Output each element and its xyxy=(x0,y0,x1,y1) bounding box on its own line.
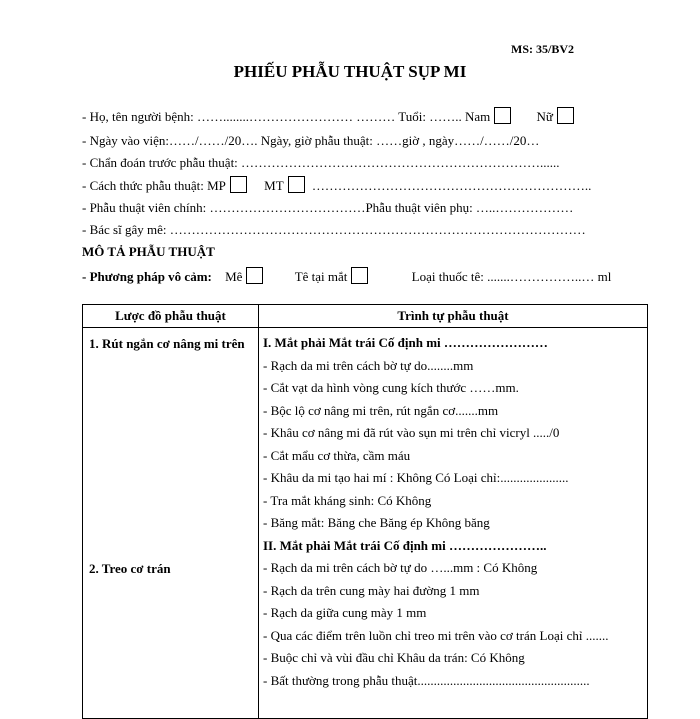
sequence-column xyxy=(259,328,648,719)
step-row: I. Mắt phải Mắt trái Cố định mi …………………… xyxy=(263,335,548,350)
procedure-table xyxy=(82,304,648,719)
anesthesia-label: - Phương pháp vô cảm: xyxy=(82,269,212,284)
section1-title: 1. Rút ngắn cơ nâng mi trên xyxy=(89,336,245,351)
step-row: - Rạch da trên cung mày hai đường 1 mm xyxy=(263,582,480,598)
step-row: - Tra mắt kháng sinh: Có Không xyxy=(263,492,432,508)
local-anesthesia-checkbox[interactable] xyxy=(351,267,368,284)
step-row: - Qua các điểm trên luồn chỉ treo mi trên vào cơ trán Loại chỉ ....... xyxy=(263,627,609,643)
anesthesia-row xyxy=(82,267,611,285)
general-anesthesia-checkbox[interactable] xyxy=(246,267,263,284)
col-header-diagram: Lược đồ phẫu thuật xyxy=(83,305,259,328)
step-row: - Băng mắt: Băng che Băng ép Không băng xyxy=(263,515,490,530)
step-row: - Khâu da mi tạo hai mí : Không Có Loại chỉ:..................... xyxy=(263,470,569,485)
patient-label: - Họ, tên người bệnh: ……........…………………… ……… Tuổi: …….. Nam xyxy=(82,109,491,124)
step-row: - Bất thường trong phẫu thuật..................................................... xyxy=(263,672,590,688)
anesthetic-drug: Loại thuốc tê: .......……………..… ml xyxy=(411,269,612,284)
local-anesthesia-label: Tê tại mắt xyxy=(294,269,348,284)
anesthetist-row: - Bác sĩ gây mê: …………………………………………………………………………………… xyxy=(82,222,586,237)
method-dots: ……………………………………………………….. xyxy=(311,178,592,193)
mp-checkbox[interactable] xyxy=(230,176,247,193)
female-label: Nữ xyxy=(536,109,553,124)
step-row: - Rạch da mi trên cách bờ tự do........mm xyxy=(263,357,474,373)
mt-checkbox[interactable] xyxy=(288,176,305,193)
general-anesthesia-label: Mê xyxy=(225,269,243,284)
step-row: - Khâu cơ nâng mi đã rút vào sụn mi trên chỉ vicryl ...../0 xyxy=(263,425,560,440)
step-row: - Bộc lộ cơ nâng mi trên, rút ngắn cơ.......mm xyxy=(263,402,499,418)
step-row: - Buộc chỉ và vùi đầu chỉ Khâu da trán: Có Không xyxy=(263,650,525,665)
diagnosis-row: - Chẩn đoán trước phẫu thuật: ……………………………………………………………...... xyxy=(82,155,560,170)
male-checkbox[interactable] xyxy=(494,107,511,124)
col-header-sequence: Trình tự phẫu thuật xyxy=(259,305,648,328)
step-row: II. Mắt phải Mắt trái Cố định mi ………………….. xyxy=(263,537,547,553)
method-row xyxy=(82,176,591,194)
mt-label: MT xyxy=(264,178,284,193)
step-row: - Cắt mẩu cơ thừa, cầm máu xyxy=(263,447,411,463)
description-heading: MÔ TẢ PHẪU THUẬT xyxy=(82,244,215,259)
step-row: - Rạch da giữa cung mày 1 mm xyxy=(263,605,427,620)
step-row: - Rạch da mi trên cách bờ tự do …...mm : Có Không xyxy=(263,560,538,575)
section2-title: 2. Treo cơ trán xyxy=(89,561,171,576)
admission-row: - Ngày vào viện:……/……/20…. Ngày, giờ phẫu thuật: ……giờ , ngày……/……/20… xyxy=(82,133,540,148)
female-checkbox[interactable] xyxy=(557,107,574,124)
form-code: MS: 35/BV2 xyxy=(511,42,574,56)
patient-row xyxy=(82,107,574,125)
diagram-column xyxy=(83,328,259,719)
step-row: - Cắt vạt da hình vòng cung kích thước ……mm. xyxy=(263,380,519,395)
surgeon-row: - Phẫu thuật viên chính: ………………………………Phẫu thuật viên phụ: …..……………… xyxy=(82,200,574,215)
page-title: PHIẾU PHẪU THUẬT SỤP MI xyxy=(233,62,467,81)
method-label: - Cách thức phẫu thuật: MP xyxy=(82,178,226,193)
